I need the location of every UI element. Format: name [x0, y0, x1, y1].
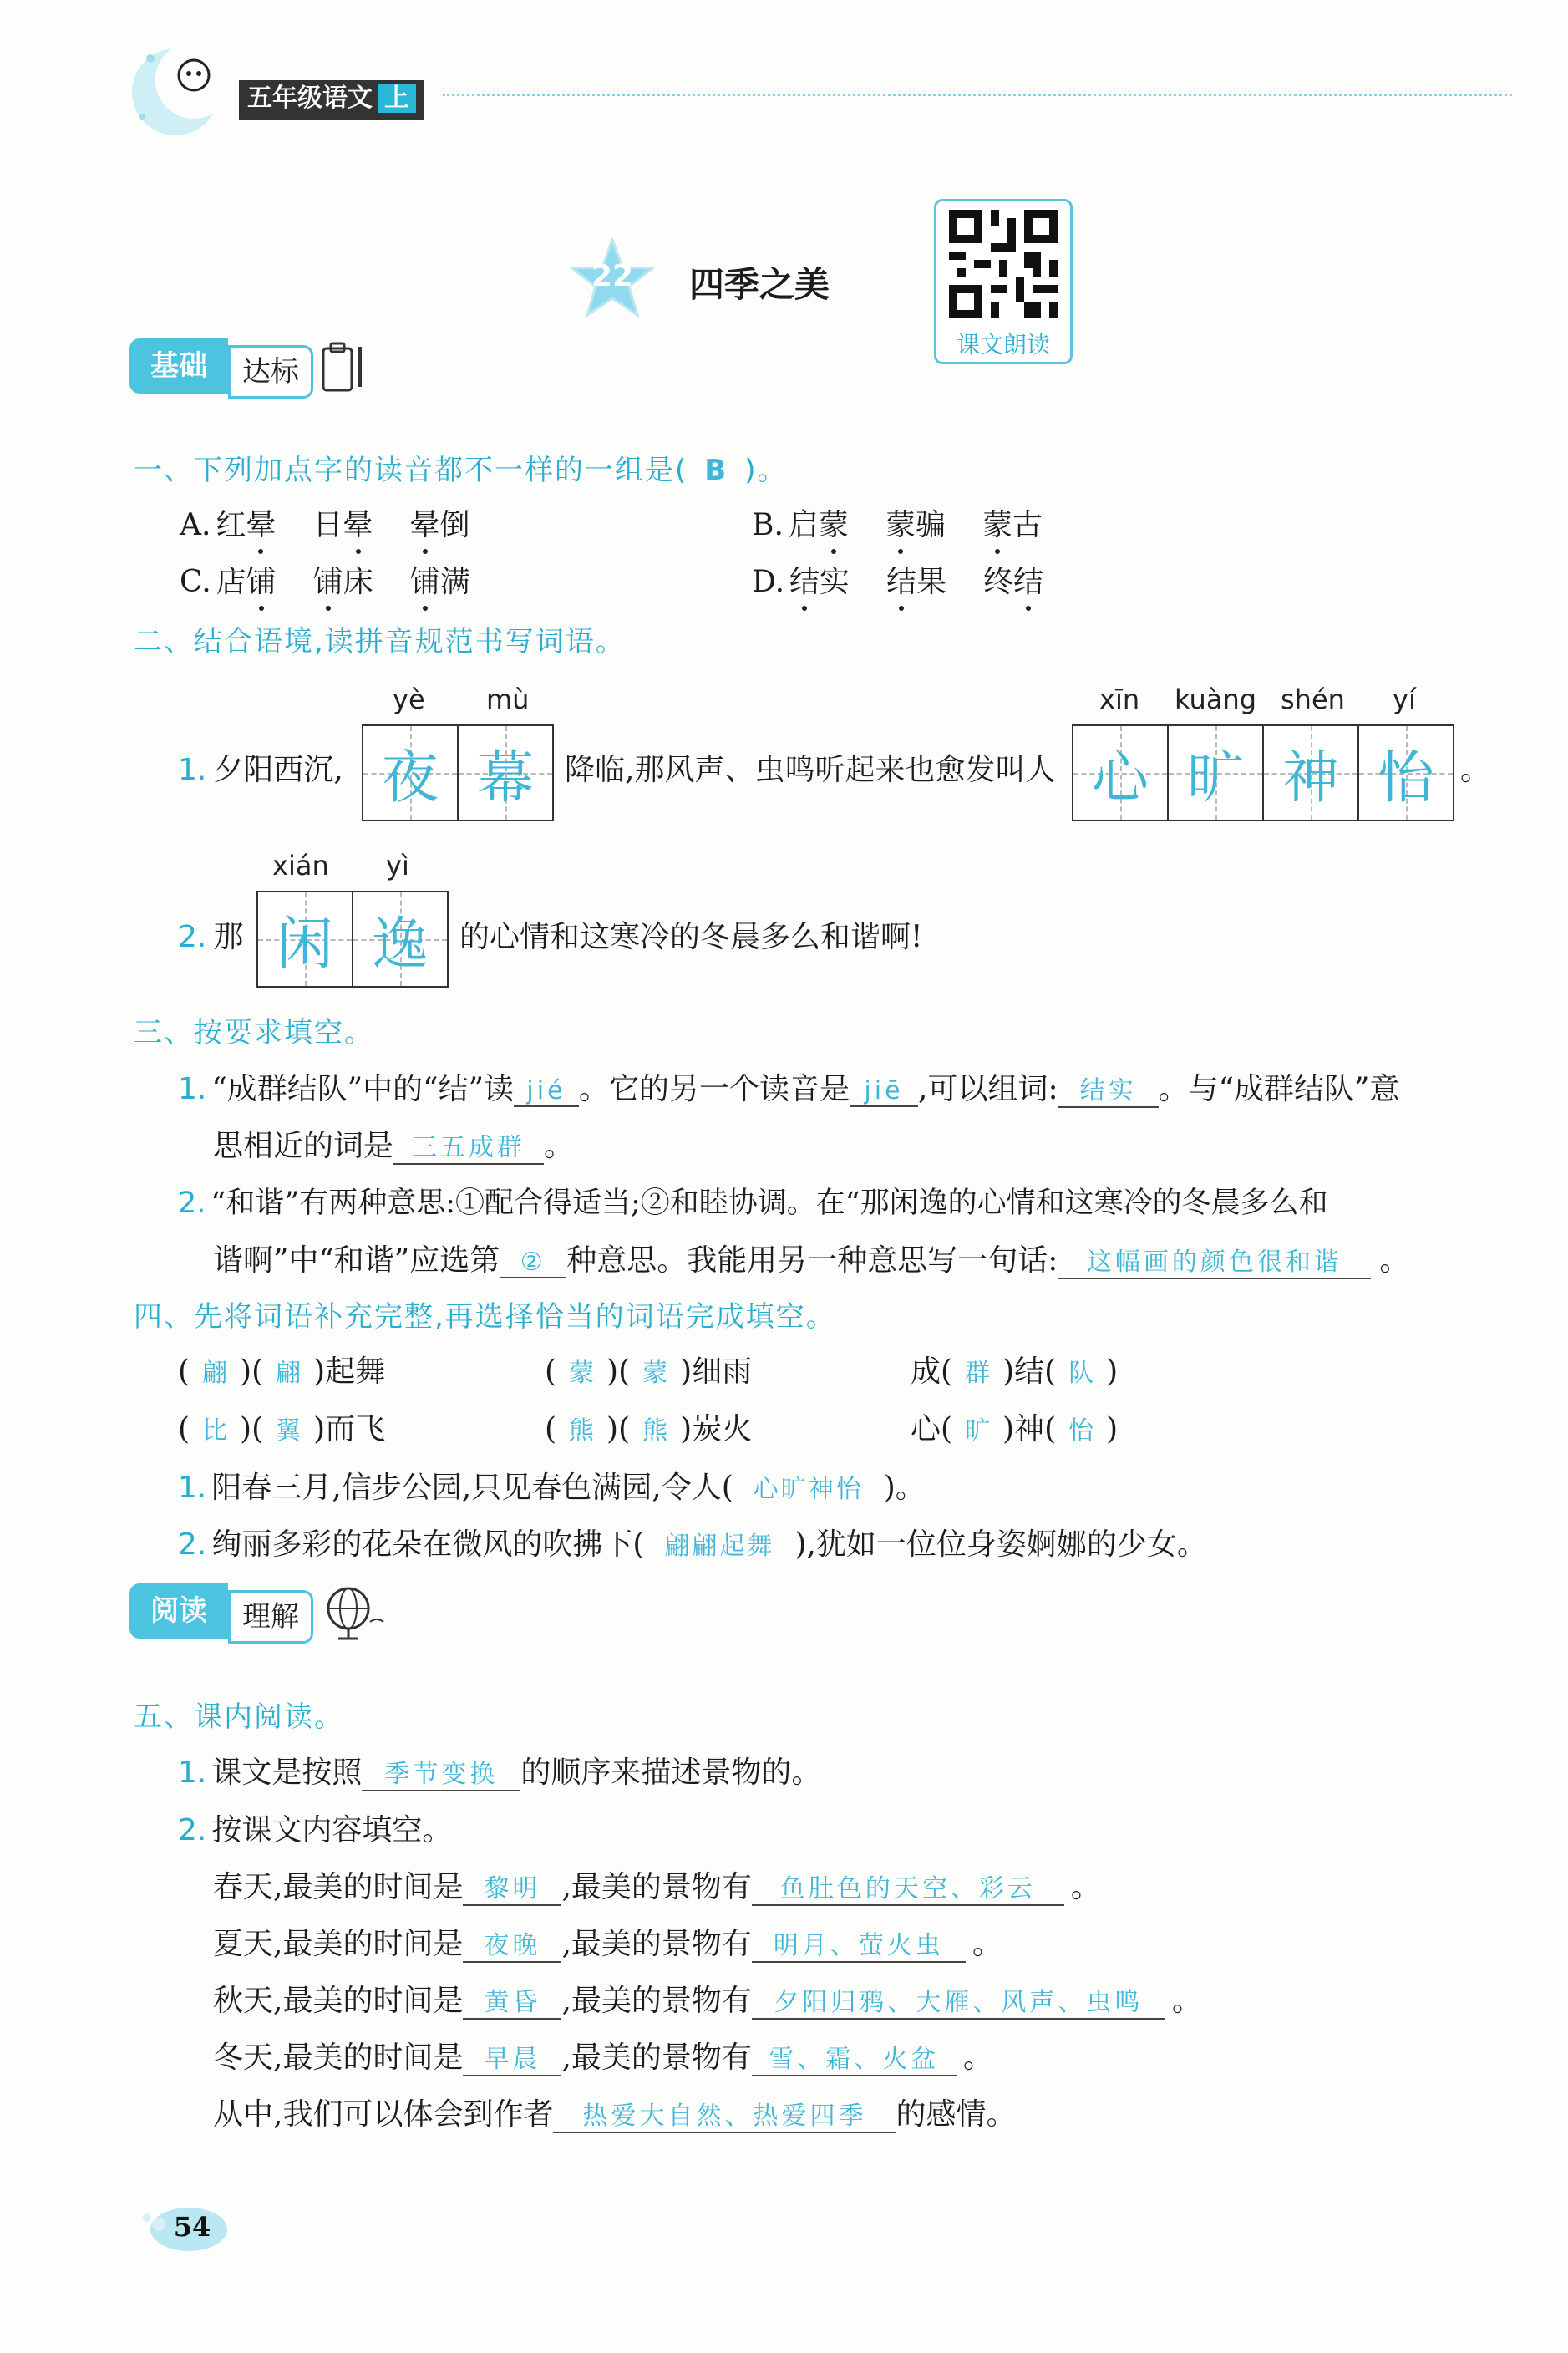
pinyin-kuang: kuàng: [1175, 684, 1257, 715]
q2-item1-mid: 降临,那风声、虫鸣听起来也愈发叫人: [565, 753, 1056, 787]
q2-item1-num: 1. 夕阳西沉,: [178, 753, 343, 787]
q5-winter: 冬天,最美的时间是 早晨 ,最美的景物有 雪、霜、火盆 。: [213, 2034, 993, 2076]
section-reading-tag: 阅读: [129, 1583, 228, 1639]
q5-prompt: 五、课内阅读。: [134, 1700, 344, 1734]
q4-row2-idiom2: ( 熊 )( 熊 )炭火: [545, 1412, 753, 1446]
header-book-title: [239, 80, 424, 120]
q2-prompt: 二、结合语境,读拼音规范书写词语。: [134, 625, 626, 658]
q5-autumn: 秋天,最美的时间是 黄昏 ,最美的景物有 夕阳归鸦、大雁、风声、虫鸣 。: [213, 1977, 1202, 2020]
pinyin-yi2: yì: [386, 850, 409, 882]
q1-option-a: A. 红晕 日晕 晕倒: [180, 501, 470, 544]
q1-answer: B: [704, 454, 728, 487]
globe-icon: [320, 1582, 387, 1642]
qr-code-box[interactable]: [934, 199, 1073, 364]
section-reading-label: 理解: [228, 1590, 313, 1644]
section-basic-label: 达标: [228, 345, 313, 399]
pinyin-shen: shén: [1281, 684, 1345, 715]
q4-prompt: 四、先将词语补充完整,再选择恰当的词语完成填空。: [134, 1300, 836, 1334]
pinyin-xian: xián: [272, 850, 329, 882]
q1-option-d: D. 结实 结果 终结: [752, 558, 1043, 601]
q5-spring: 春天,最美的时间是 黎明 ,最美的景物有 鱼肚色的天空、彩云 。: [213, 1863, 1101, 1906]
grid-cell: 夜: [363, 726, 459, 820]
q3-item2-line2: 谐啊”中“和谐”应选第 ② 种意思。我能用另一种意思写一句话: 这幅画的颜色很和谐 。: [213, 1237, 1409, 1279]
q1-option-b: B. 启蒙 蒙骗 蒙古: [752, 501, 1043, 544]
section-basic-tag: 基础: [129, 338, 228, 394]
q5-item1: 1. 课文是按照 季节变换 的顺序来描述景物的。: [178, 1749, 821, 1791]
page-number: 54: [173, 2211, 211, 2243]
pinyin-xin: xīn: [1099, 684, 1140, 715]
q4-row1-idiom1: ( 翩 )( 翩 )起舞: [178, 1354, 386, 1389]
tianzige-yemu: [362, 724, 554, 821]
pinyin-mu: mù: [486, 684, 530, 715]
lesson-title: 四季之美: [689, 264, 830, 305]
qr-code-icon: [949, 210, 1058, 318]
q3-prompt: 三、按要求填空。: [134, 1016, 374, 1049]
header-dotted-rule: [443, 94, 1512, 96]
q5-item2: 2. 按课文内容填空。: [178, 1813, 453, 1847]
q1-option-c: C. 店铺 铺床 铺满: [180, 558, 470, 601]
header-moon-decoration: [117, 33, 242, 142]
grid-cell: 神: [1264, 726, 1359, 820]
pinyin-yi: yí: [1393, 684, 1416, 715]
q2-item2-num: 2. 那: [178, 920, 244, 954]
q3-item1-line1: 1. “成群结队”中的“结”读 jié 。它的另一个读音是 jiē ,可以组词: 结实 。与“成群结队”意: [178, 1065, 1399, 1108]
q1-prompt: 一、下列加点字的读音都不一样的一组是( B )。: [134, 454, 788, 487]
q4-row1-idiom2: ( 蒙 )( 蒙 )细雨: [545, 1354, 753, 1389]
grid-cell: 怡: [1359, 726, 1453, 820]
grid-cell: 逸: [353, 892, 447, 986]
tianzige-xianyi: [256, 891, 449, 988]
book-name: 五年级语文: [247, 84, 373, 113]
q5-conclusion: 从中,我们可以体会到作者 热爱大自然、热爱四季 的感情。: [213, 2091, 1016, 2133]
q4-item1: 1. 阳春三月,信步公园,只见春色满园,令人( 心旷神怡 )。: [178, 1471, 926, 1505]
q3-item1-line2: 思相近的词是 三五成群 。: [213, 1122, 574, 1165]
q4-row1-idiom3: 成( 群 )结( 队 ): [911, 1354, 1119, 1389]
qr-caption: 课文朗读: [956, 331, 1050, 358]
q4-row2-idiom1: ( 比 )( 翼 )而飞: [178, 1412, 386, 1446]
clipboard-pencil-icon: [320, 338, 367, 397]
grid-cell: 旷: [1169, 726, 1264, 820]
pinyin-ye: yè: [393, 684, 425, 715]
tianzige-xinkuangshenyi: [1072, 724, 1454, 821]
grid-cell: 幕: [459, 726, 552, 820]
q4-item2: 2. 绚丽多彩的花朵在微风的吹拂下( 翩翩起舞 ),犹如一位位身姿婀娜的少女。: [178, 1527, 1207, 1562]
q3-item2-line1: 2. “和谐”有两种意思:①配合得适当;②和睦协调。在“那闲逸的心情和这寒冷的冬晨多么和: [178, 1187, 1328, 1220]
grid-cell: 闲: [258, 892, 353, 986]
q2-item2-post: 的心情和这寒冷的冬晨多么和谐啊!: [459, 920, 923, 954]
q4-row2-idiom3: 心( 旷 )神( 怡 ): [911, 1412, 1119, 1446]
q2-item1-end: 。: [1460, 753, 1491, 787]
volume-badge: 上: [378, 84, 416, 113]
grid-cell: 心: [1073, 726, 1169, 820]
q5-summer: 夏天,最美的时间是 夜晚 ,最美的景物有 明月、萤火虫 。: [213, 1920, 1002, 1963]
lesson-number: 22: [591, 259, 634, 293]
